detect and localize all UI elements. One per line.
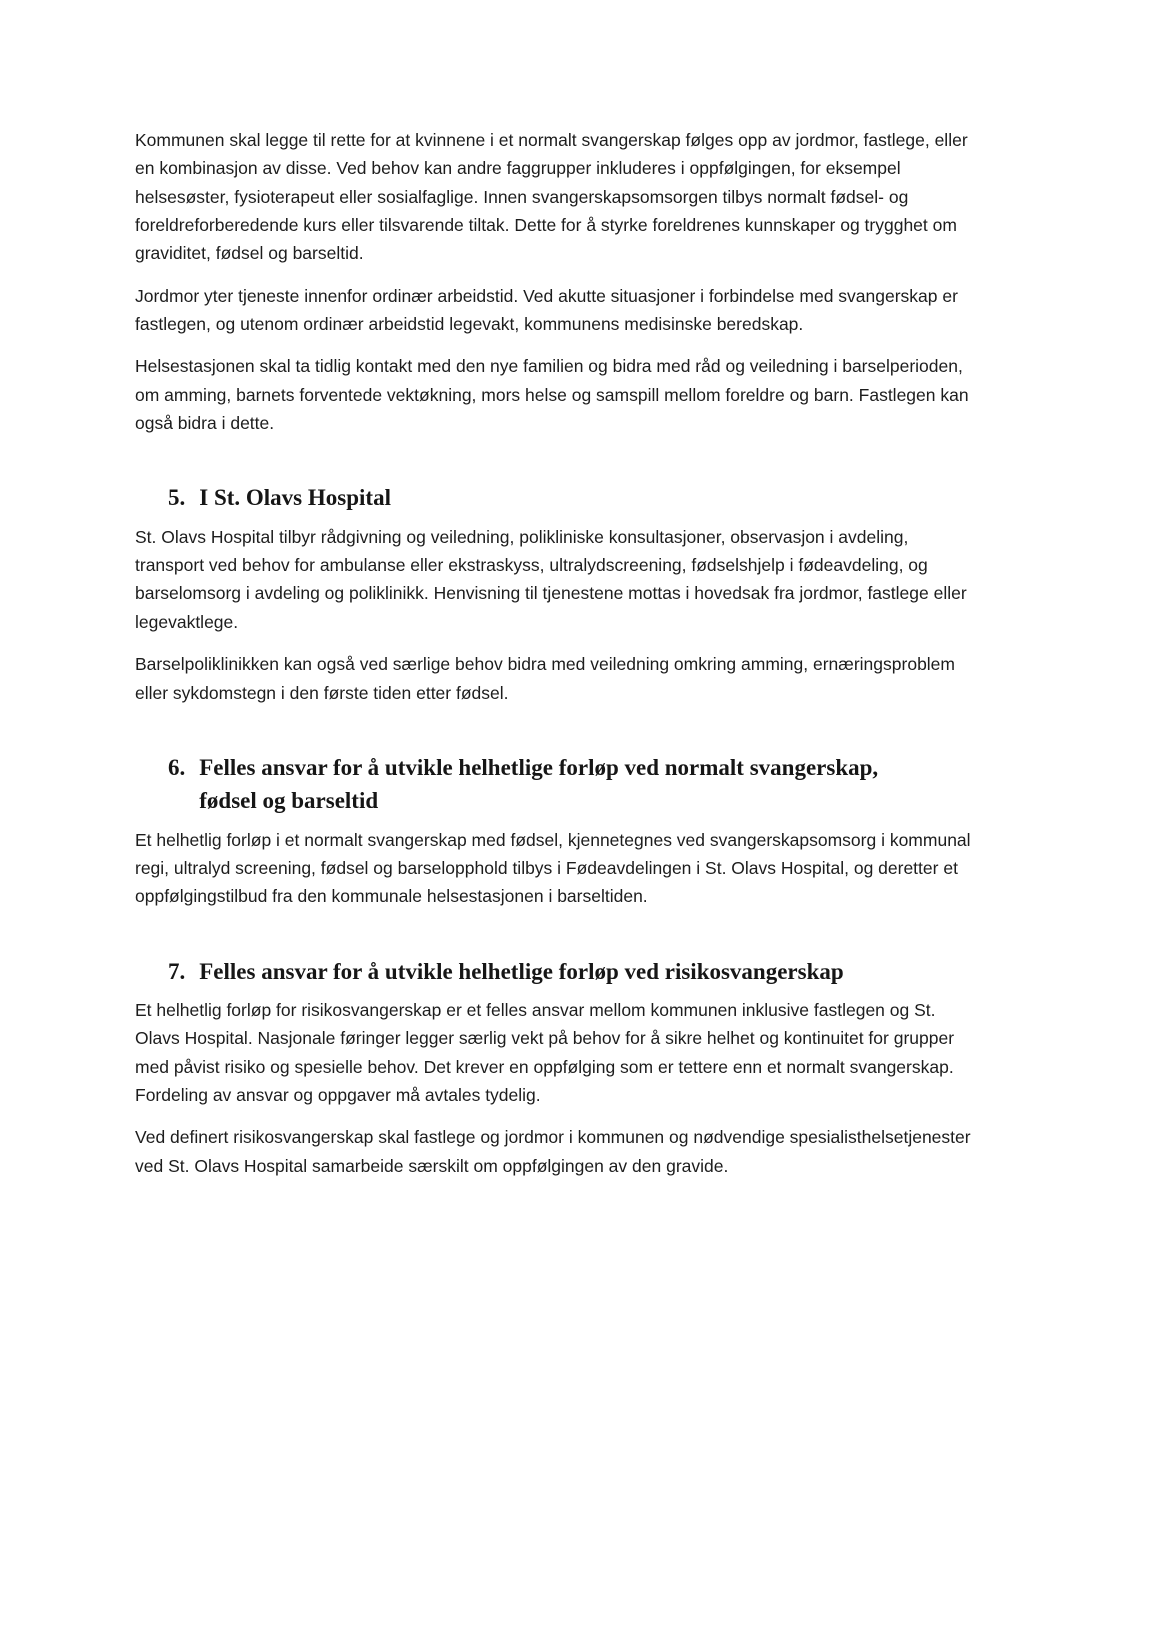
paragraph: Ved definert risikosvangerskap skal fastlege og jordmor i kommunen og nødvendige spesialisthelsetjenester ved St. Olavs Hospital samarbeide særskilt om oppfølgingen av den gravide. bbox=[135, 1127, 971, 1176]
section-heading bbox=[168, 481, 973, 514]
section-number: 6. bbox=[168, 754, 186, 780]
section-number: 5. bbox=[168, 485, 186, 511]
paragraph: Kommunen skal legge til rette for at kvinnene i et normalt svangerskap følges opp av jordmor, fastlege, eller en kombinasjon av disse. Ved behov kan andre faggrupper inkluderes i oppfølgingen, for eksempel helsesøster, fysioterapeut eller sosialfaglige. Innen svangerskapsomsorgen tilbys normalt fødsel- og foreldreforberedende kurs eller tilsvarende tiltak. Dette for å styrke foreldrenes kunnskaper og trygghet om graviditet, fødsel og barseltid. bbox=[135, 130, 968, 264]
section-heading bbox=[168, 955, 973, 988]
section-title: Felles ansvar for å utvikle helhetlige forløp ved normalt svangerskap, fødsel og barseltid bbox=[199, 754, 879, 814]
paragraph: Et helhetlig forløp i et normalt svangerskap med fødsel, kjennetegnes ved svangerskapsomsorg i kommunal regi, ultralyd screening, fødsel og barselopphold tilbys i Fødeavdelingen i St. Olavs Hospital, og deretter et oppfølgingstilbud fra den kommunale helsestasjonen i barseltiden. bbox=[135, 829, 971, 907]
document-body bbox=[135, 126, 973, 1194]
section-title: I St. Olavs Hospital bbox=[199, 485, 391, 511]
paragraph: Helsestasjonen skal ta tidlig kontakt med den nye familien og bidra med råd og veiledning i barselperioden, om amming, barnets forventede vektøkning, mors helse og samspill mellom foreldre og barn. Fastlegen kan også bidra i dette. bbox=[135, 356, 969, 434]
section-number: 7. bbox=[168, 958, 186, 984]
section-heading bbox=[168, 751, 973, 818]
section-title: Felles ansvar for å utvikle helhetlige forløp ved risikosvangerskap bbox=[199, 958, 844, 984]
paragraph: Jordmor yter tjeneste innenfor ordinær arbeidstid. Ved akutte situasjoner i forbindelse med svangerskap er fastlegen, og utenom ordinær arbeidstid legevakt, kommunens medisinske beredskap. bbox=[135, 285, 958, 335]
paragraph: Et helhetlig forløp for risikosvangerskap er et felles ansvar mellom kommunen inklusive fastlegen og St. Olavs Hospital. Nasjonale føringer legger særlig vekt på behov for å sikre helhet og kontinuitet for grupper med påvist risiko og spesielle behov. Det krever en oppfølging som er tettere enn et normalt svangerskap. Fordeling av ansvar og oppgaver må avtales tydelig. bbox=[135, 999, 955, 1105]
paragraph: St. Olavs Hospital tilbyr rådgivning og veiledning, polikliniske konsultasjoner, observasjon i avdeling, transport ved behov for ambulanse eller ekstraskyss, ultralydscreening, fødselshjelp i fødeavdeling, og barselomsorg i avdeling og poliklinikk. Henvisning til tjenestene mottas i hovedsak fra jordmor, fastlege eller legevaktlege. bbox=[135, 526, 967, 632]
paragraph: Barselpoliklinikken kan også ved særlige behov bidra med veiledning omkring amming, ernæringsproblem eller sykdomstegn i den første tiden etter fødsel. bbox=[135, 654, 955, 703]
